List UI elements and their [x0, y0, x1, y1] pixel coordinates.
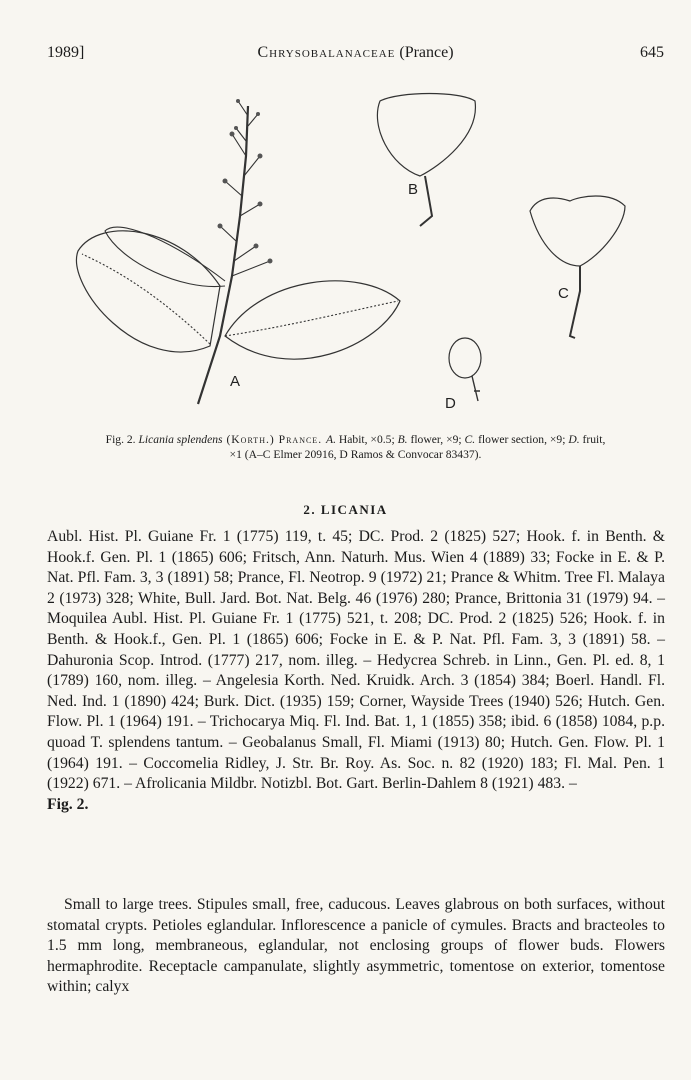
figure-label-d: D — [445, 395, 456, 412]
caption-part-c: C. — [464, 433, 476, 446]
synonymy-block — [47, 527, 665, 815]
caption-author: (Korth.) Prance. — [222, 433, 326, 446]
caption-text-a: Habit, ×0.5; — [335, 433, 398, 446]
description-text: Small to large trees. Stipules small, free, caducous. Leaves glabrous on both surfaces, without stomatal crypts. Petioles eglandular. Inflorescence a panicle of cymules. Bracts and bracteoles to 1.5 mm long, membraneous, eglandular, not enclosing groups of flower buds. Flowers hermaphrodite. Receptacle campanulate, slightly asymmetric, tomentose on exterior, tomentose within; calyx — [47, 896, 665, 996]
caption-line-2: ×1 (A–C Elmer 20916, D Ramos & Convocar 83437). — [229, 448, 482, 461]
caption-text-c: flower section, ×9; — [475, 433, 569, 446]
caption-part-a: A. — [326, 433, 336, 446]
volume-year: 1989] — [47, 44, 85, 61]
section-heading: 2. LICANIA — [303, 502, 388, 517]
family-author: (Prance) — [399, 44, 454, 61]
botanical-illustration — [60, 86, 640, 426]
caption-text-d: fruit, — [579, 433, 606, 446]
running-title — [47, 44, 664, 62]
caption-text-b: flower, ×9; — [407, 433, 465, 446]
genus-description — [47, 895, 665, 998]
running-header — [47, 44, 664, 68]
caption-part-d: D. — [568, 433, 580, 446]
licania-drawing — [60, 86, 640, 426]
caption-prefix: Fig. 2. — [105, 433, 139, 446]
family-name: Chrysobalanaceae — [257, 44, 396, 61]
caption-species: Licania splendens — [138, 433, 223, 446]
figure-caption — [47, 432, 664, 462]
caption-part-b: B. — [397, 433, 408, 446]
page-number: 645 — [640, 44, 664, 61]
synonymy-citations: Aubl. Hist. Pl. Guiane Fr. 1 (1775) 119, t. 45; DC. Prod. 2 (1825) 527; Hook. f. in Benth. & Hook.f. Gen. Pl. 1 (1865) 606; Fritsch, Ann. Naturh. Mus. Wien 4 (1889) 33; Focke in E. & P. Nat. Pfl. Fam. 3, 3 (1891) 58; Prance, Fl. Neotrop. 9 (1972) 21; Prance & Whitm. Tree Fl. Malaya 2 (1973) 328; White, Bull. Jard. Bot. Nat. Belg. 46 (1976) 280; Prance, Brittonia 31 (1979) 94. – Moquilea Aubl. Hist. Pl. Guiane Fr. 1 (1775) 521, t. 208; DC. Prod. 2 (1825) 526; Hook. f. in Benth. & Hook.f., Gen. Pl. 1 (1865) 606; Focke in E. & P. Nat. Pfl. Fam. 3, 3 (1891) 58. – Dahuronia Scop. Introd. (1777) 217, nom. illeg. – Hedycrea Schreb. in Linn., Gen. Pl. ed. 8, 1 (1789) 160, nom. illeg. – Angelesia Korth. Ned. Kruidk. Arch. 3 (1854) 384; Boerl. Handl. Fl. Ned. Ind. 1 (1890) 424; Burk. Dict. (1935) 159; Corner, Wayside Trees (1940) 526; Hutch. Gen. Flow. Pl. 1 (1964) 191. – Trichocarya Miq. Fl. Ind. Bat. 1, 1 (1855) 358; ibid. 6 (1858) 1084, p.p. quoad T. splendens tantum. – Geobalanus Small, Fl. Miami (1913) 80; Hutch. Gen. Flow. Pl. 1 (1964) 191. – Coccomelia Ridley, J. Str. Br. Roy. As. Soc. n. 82 (1920) 183; Fl. Mal. Pen. 1 (1922) 671. – Afrolicania Mildbr. Notizbl. Bot. Gart. Berlin-Dahlem 8 (1921) 483. – — [47, 528, 665, 793]
figure-label-c: C — [558, 285, 569, 302]
figure-label-a: A — [230, 373, 241, 390]
figure-reference: Fig. 2. — [47, 795, 89, 813]
synonymy-text — [47, 527, 665, 815]
figure-label-b: B — [408, 181, 419, 198]
